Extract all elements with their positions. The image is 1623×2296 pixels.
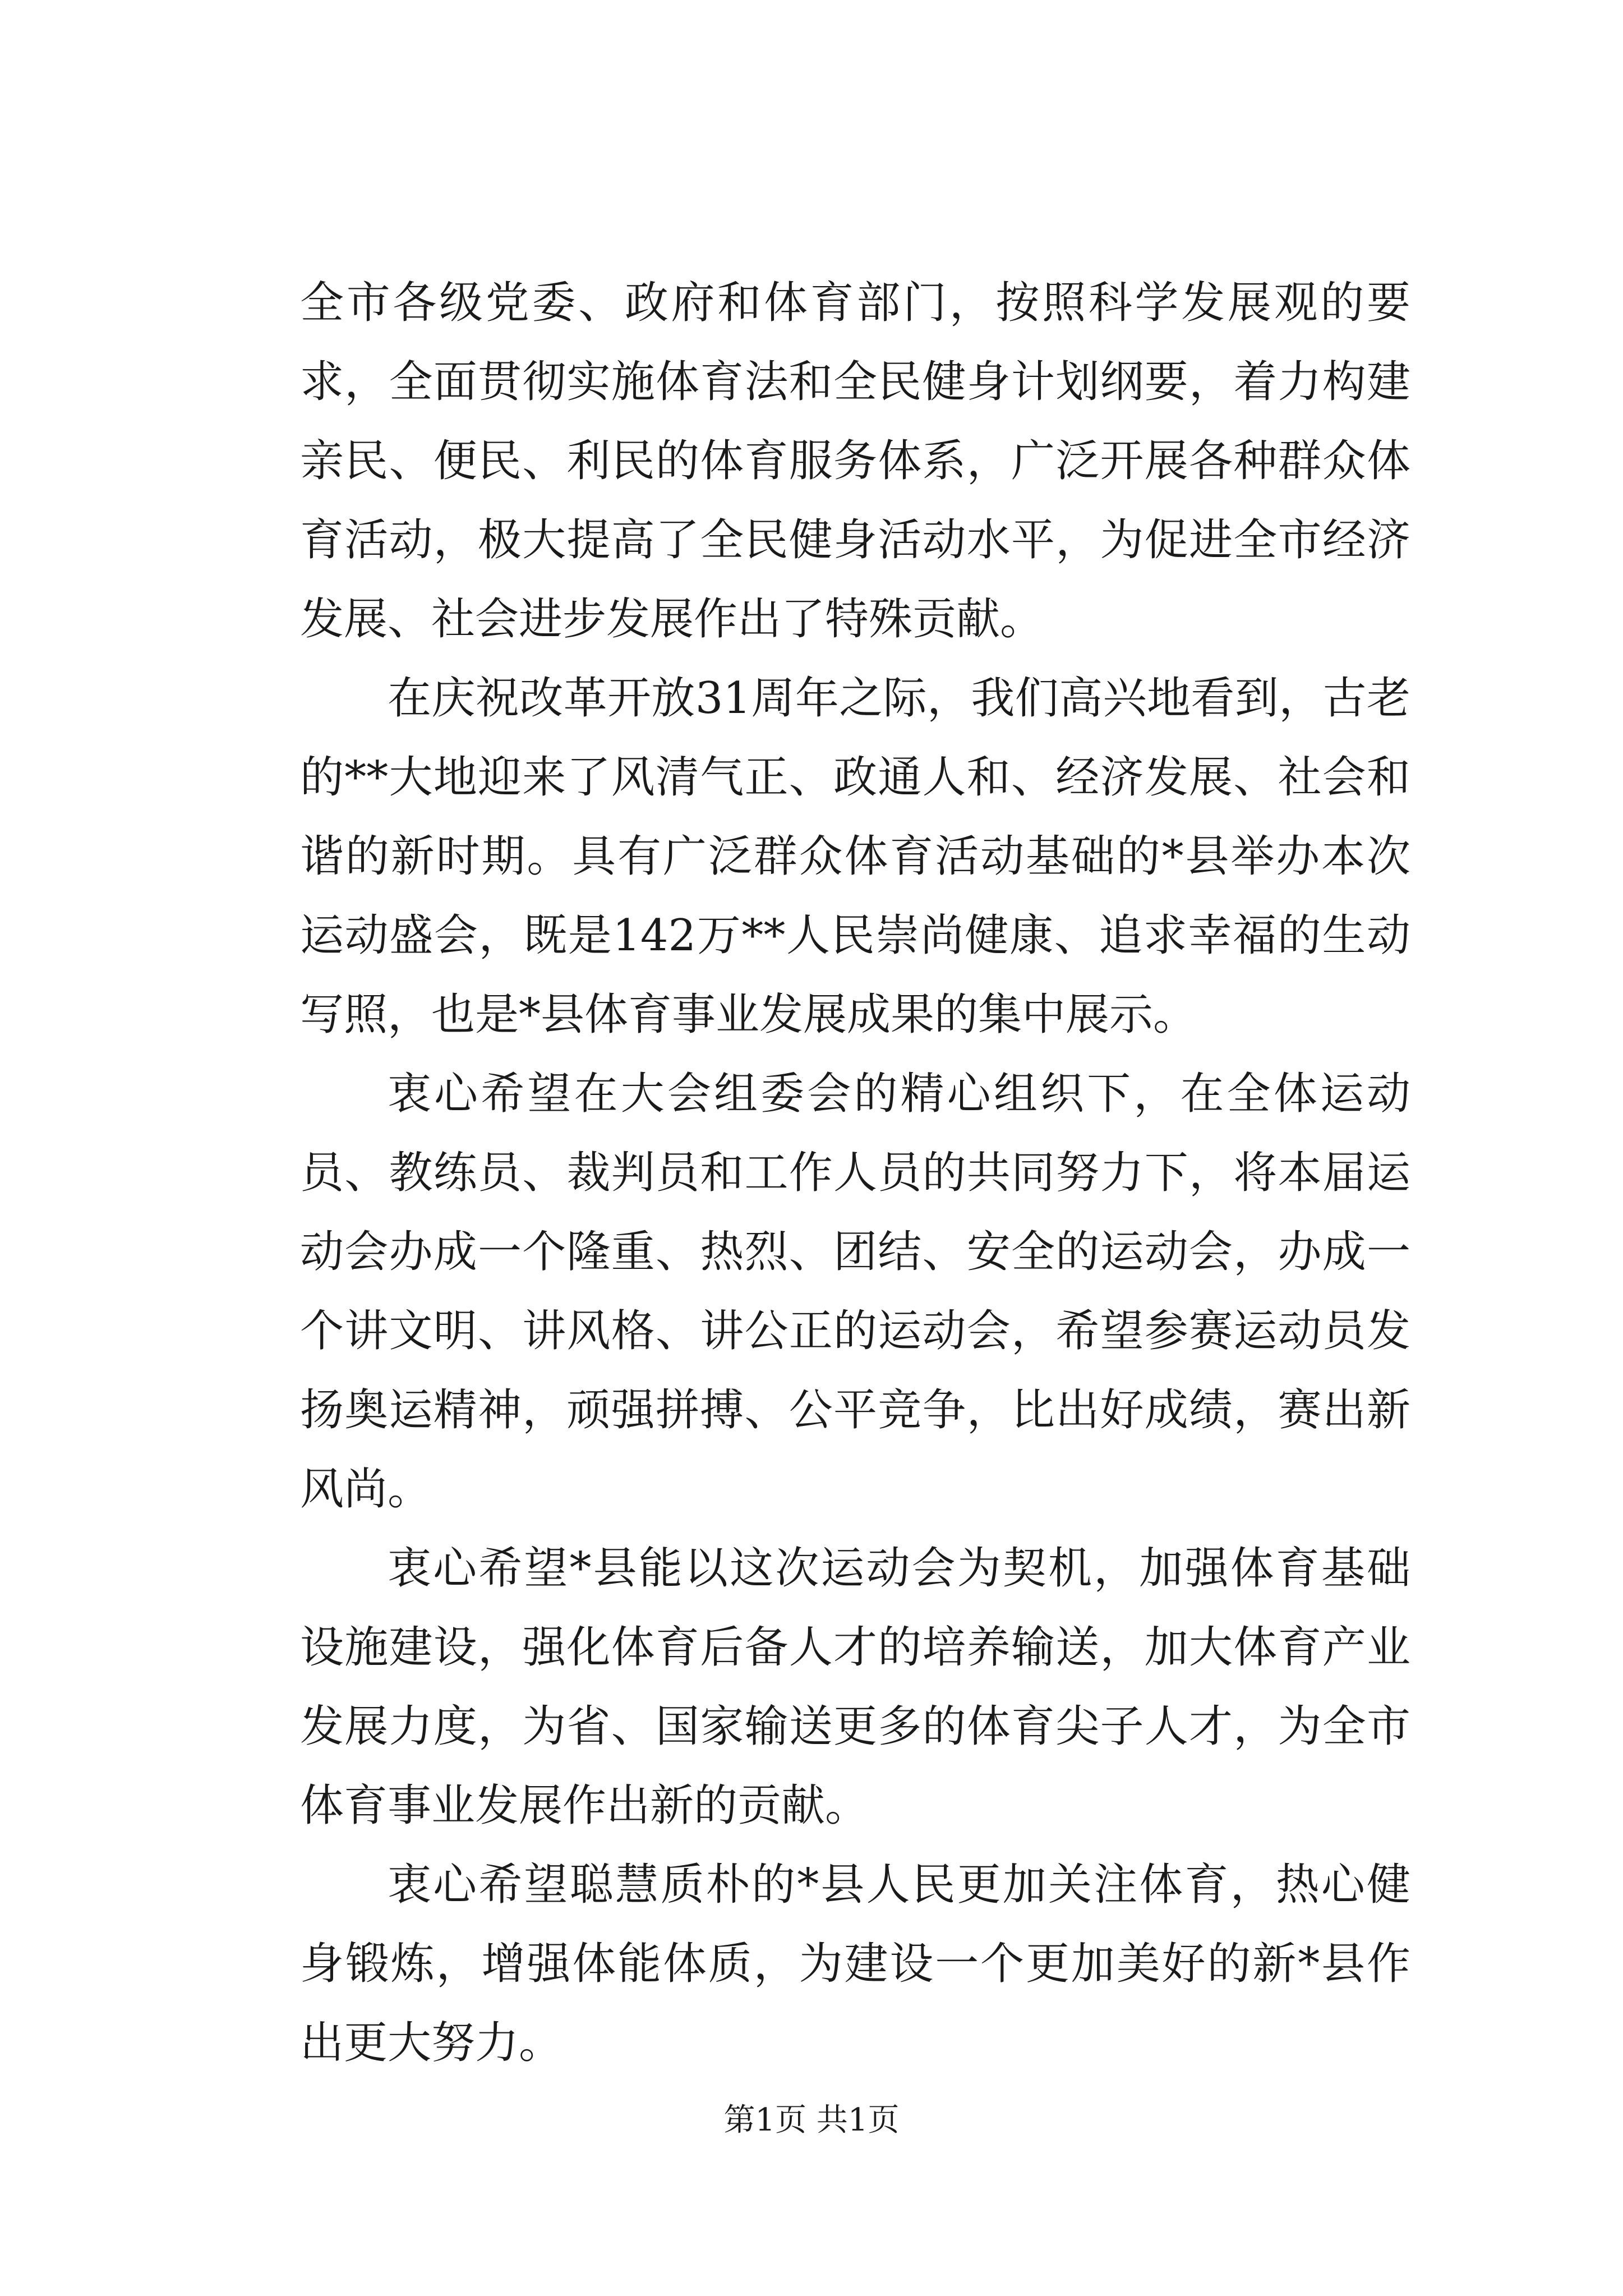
document-body: [300, 264, 1410, 2083]
paragraph-1: 全市各级党委、政府和体育部门，按照科学发展观的要求，全面贯彻实施体育法和全民健身计划纲要，着力构建亲民、便民、利民的体育服务体系，广泛开展各种群众体育活动，极大提高了全民健身活动水平，为促进全市经济发展、社会进步发展作出了特殊贡献。: [300, 278, 1410, 645]
paragraph-2: 在庆祝改革开放31周年之际，我们高兴地看到，古老的**大地迎来了风清气正、政通人和、经济发展、社会和谐的新时期。具有广泛群众体育活动基础的*县举办本次运动盛会，既是142万**人民崇尚健康、追求幸福的生动写照，也是*县体育事业发展成果的集中展示。: [300, 673, 1410, 1040]
page-number-footer: 第1页 共1页: [723, 2102, 900, 2138]
paragraph-4: 衷心希望*县能以这次运动会为契机，加强体育基础设施建设，强化体育后备人才的培养输送，加大体育产业发展力度，为省、国家输送更多的体育尖子人才，为全市体育事业发展作出新的贡献。: [300, 1543, 1410, 1831]
paragraph-5: 衷心希望聪慧质朴的*县人民更加关注体育，热心健身锻炼，增强体能体质，为建设一个更加美好的新*县作出更大努力。: [300, 1860, 1410, 2068]
paragraph-3: 衷心希望在大会组委会的精心组织下，在全体运动员、教练员、裁判员和工作人员的共同努力下，将本届运动会办成一个隆重、热烈、团结、安全的运动会，办成一个讲文明、讲风格、讲公正的运动会，希望参赛运动员发扬奥运精神，顽强拼搏、公平竞争，比出好成绩，赛出新风尚。: [300, 1069, 1410, 1515]
